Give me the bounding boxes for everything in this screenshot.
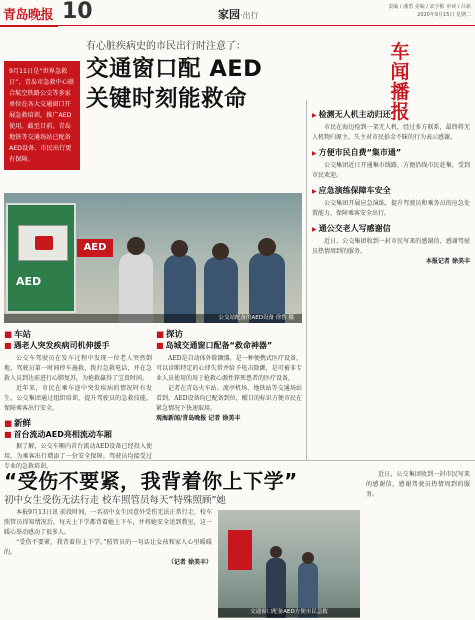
- bottom-byline: （记者 徐美丰）: [167, 559, 212, 566]
- middle-column: [156, 328, 302, 424]
- sidebar-item-body: 公交集团开展应急演练，提升驾驶员和乘务员的应急处置能力，保障乘客安全出行。: [312, 200, 470, 217]
- sidebar-title-char: 车: [390, 41, 410, 63]
- aed-logo-mark: AED: [16, 275, 42, 288]
- person-head: [270, 546, 282, 558]
- sidebar-title-char: 报: [390, 101, 410, 123]
- newspaper-logo: 青岛晚报: [3, 8, 54, 23]
- section-sub: ·出行: [240, 11, 259, 20]
- bottom-body: 本报9月13日讯 前段时间，一名初中女生因意外受伤无法正常行走，校车照管员得知情况后，每天上下学都背着她上下车，并将她安全送到教室，这一暖心举动感动了很多人。: [4, 509, 212, 536]
- article-headline-block: [86, 37, 386, 112]
- section1-body: 近年来，市民在乘车途中突发疾病的情况时有发生。公交集团通过组织培训，提升驾驶员的急救技能，保障乘客出行安全。: [4, 385, 152, 412]
- bottom-article-body: [4, 508, 212, 568]
- person-figure: [119, 253, 153, 323]
- section1-head: ■ 车站: [4, 328, 152, 340]
- bottom-subheadline: 初中女生受伤无法行走 校车照管员每天“特殊照顾”她: [4, 495, 226, 506]
- headline-line-2: 关键时刻能救命: [86, 86, 248, 112]
- date-line: 2020年9月15日 星期二: [417, 12, 471, 18]
- sidebar-title-char: 播: [390, 81, 410, 103]
- photo-caption: 公交站配备的AED设备 徐鲁 摄: [4, 314, 302, 323]
- section2-title: ■ 首台流动AED亮相流动车厢: [4, 429, 152, 440]
- masthead: [0, 0, 475, 26]
- right-bottom-text: [366, 470, 470, 500]
- person-head: [212, 243, 229, 260]
- sidebar-title-char: 闻: [390, 61, 410, 83]
- sidebar-item-body: 公交集团近日开通集市线路，方便沿线市民赶集，受到市民欢迎。: [312, 162, 470, 179]
- page-number: 10: [62, 0, 93, 24]
- station-photo: [218, 510, 360, 618]
- sidebar-item-body: 近日，公交集团收到一封市民写来的感谢信，感谢驾驶员热情周到的服务。: [312, 238, 470, 255]
- aed-sign: AED: [77, 239, 113, 257]
- left-column: [4, 328, 152, 472]
- editor-line: 责编 / 潘勇 美编 / 宋宇彬 审读 / 吕新: [388, 4, 471, 10]
- lead-paragraph: 9月11日是“世界急救日”，青岛市急救中心联合航空铁路公交等多家单位在各大交通窗口开展急救培训，推广AED使用。截至目前，青岛地铁等交通场站已配备AED设备，市民出行更有保障。: [4, 61, 80, 170]
- sidebar-item-body: 市民在海边捡到一架无人机，经过多方联系，最终将无人机物归原主。失主对市民拾金不昧的行为表示感谢。: [312, 124, 470, 141]
- section-title: [218, 6, 259, 22]
- person-figure: [164, 255, 196, 323]
- headline-line-1: 交通窗口配 AED: [86, 56, 263, 82]
- station-photo-caption: 交通窗口配备AED方便市民急救: [218, 608, 360, 617]
- person-figure: [249, 253, 285, 323]
- section3-body: 记者在青岛火车站、流亭机场、地铁站等交通场站看到，AED设备均已配备到位，醒目的标识方便市民在紧急情况下快速取用。: [156, 385, 302, 412]
- section3-body: AED是自动体外除颤器，是一种便携式医疗设备，可以诊断特定的心律失常并给予电击除颤，是可被非专业人员使用的用于抢救心源性猝死患者的医疗设备。: [156, 355, 302, 382]
- sidebar-item-title: ▶ 方便市民自费“集市通”: [312, 147, 470, 158]
- aed-cabinet-icon: [228, 530, 252, 570]
- sidebar-item-title: ▶ 通公交老人写感谢信: [312, 223, 470, 234]
- section1-body: 公交车驾驶员在发车过程中发现一位老人突然倒地，驾驶员第一时间停车施救，拨打急救电话，并在急救人员到达前进行心肺复苏，为抢救赢得了宝贵时间。: [4, 355, 152, 382]
- sidebar-item-title: ▶ 应急演练保障车安全: [312, 185, 470, 196]
- section1-title: ■ 遇老人突发疾病司机伸援手: [4, 340, 152, 351]
- article-kicker: 有心脏疾病史的市民出行时注意了：: [86, 41, 246, 52]
- sidebar-item-title: ▶ 检测无人机主动归还: [312, 109, 470, 120]
- person-head: [127, 237, 145, 255]
- column-divider: [306, 100, 307, 460]
- section-divider: [0, 460, 475, 461]
- person-head: [171, 240, 188, 257]
- section3-title: ■ 岛城交通窗口配备“救命神器”: [156, 340, 302, 351]
- person-head: [258, 238, 276, 256]
- sidebar-byline: 本报记者 徐美丰: [425, 258, 470, 265]
- continued-body: 近日，公交集团收到一封市民写来的感谢信，感谢驾驶员热情周到的服务。: [366, 471, 470, 498]
- person-head: [302, 552, 314, 564]
- masthead-accent: [0, 25, 58, 27]
- aed-cabinet: [6, 203, 76, 313]
- section2-head: ■ 新鲜: [4, 417, 152, 429]
- editor-info: [388, 3, 471, 19]
- bottom-headline: “受伤不要紧，我背着你上下学”: [4, 469, 298, 493]
- aed-device-icon: [18, 225, 68, 261]
- bottom-body: “受伤不要紧，我背着你上下学。”照管员的一句话让女孩和家人心里暖暖的。: [4, 539, 212, 556]
- section3-head: ■ 探访: [156, 328, 302, 340]
- aed-photo: [4, 193, 302, 323]
- section3-byline: 观海新闻/青岛晚报 记者 徐美丰: [156, 415, 241, 422]
- section-main: 家园: [218, 8, 240, 21]
- news-sidebar: [312, 105, 470, 267]
- section2-body: 据了解，公交车厢内首台流动AED设备已经投入使用，为乘客出行增添了一份安全保障。驾驶员均接受过专业的急救培训。: [4, 443, 152, 470]
